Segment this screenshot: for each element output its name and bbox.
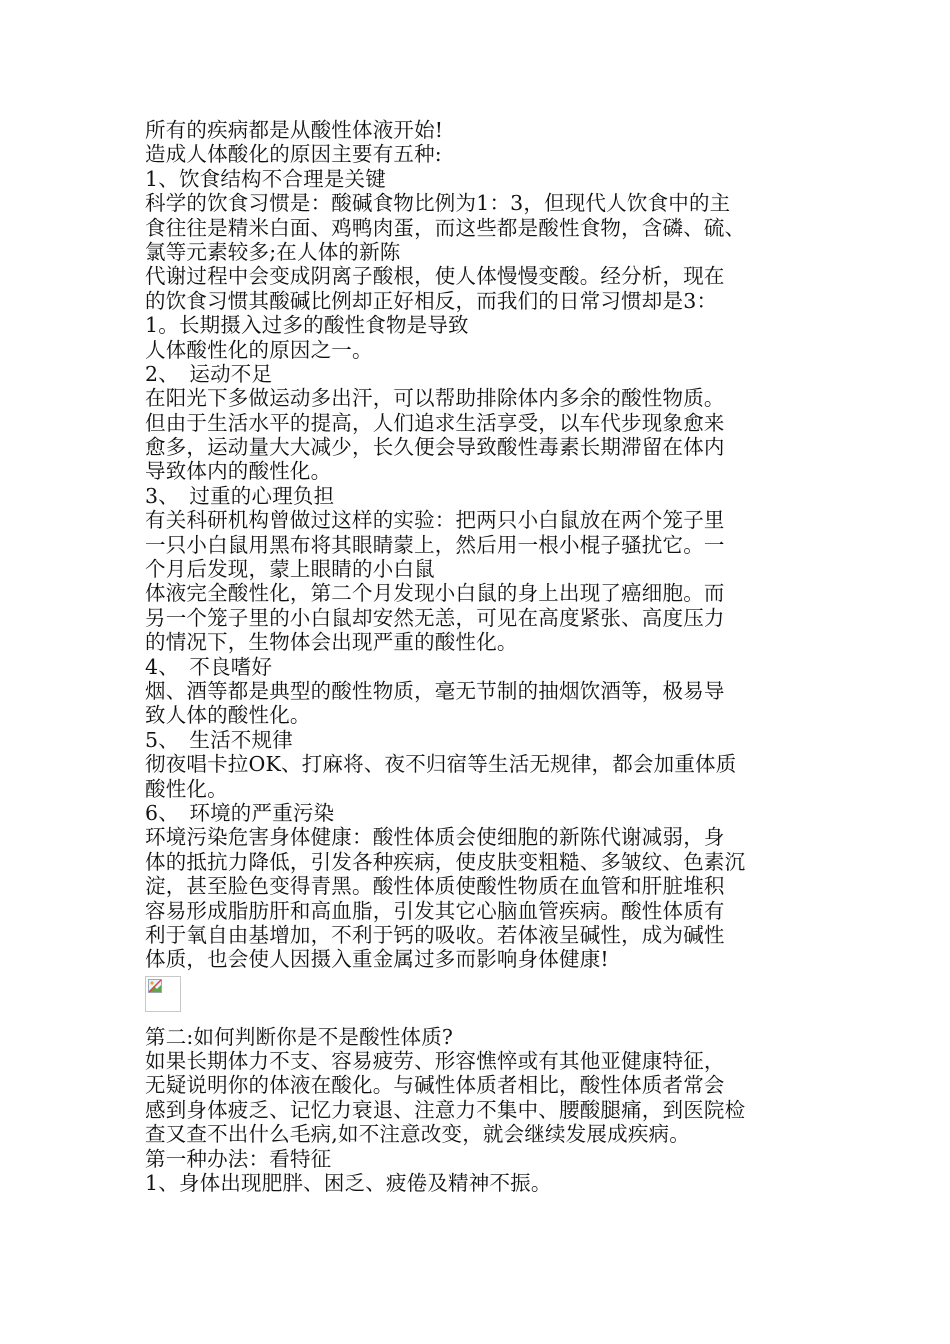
broken-image-icon — [148, 979, 162, 993]
text-line: 有关科研机构曾做过这样的实验：把两只小白鼠放在两个笼子里 — [145, 508, 725, 533]
text-line: 第一种办法：看特征 — [145, 1146, 332, 1171]
text-line: 第二:如何判断你是不是酸性体质? — [145, 1024, 454, 1049]
text-line: 2、 运动不足 — [145, 361, 273, 386]
document-body — [145, 118, 810, 1195]
text-line: 但由于生活水平的提高，人们追求生活享受，以车代步现象愈来 — [145, 410, 725, 435]
text-line: 导致体内的酸性化。 — [145, 459, 332, 484]
text-line: 食往往是精米白面、鸡鸭肉蛋，而这些都是酸性食物，含磷、硫、 — [145, 215, 746, 240]
text-line: 人体酸性化的原因之一。 — [145, 337, 373, 362]
broken-image — [145, 976, 181, 1012]
text-line: 1、饮食结构不合理是关键 — [145, 166, 386, 191]
text-line: 体的抵抗力降低，引发各种疾病，使皮肤变粗糙、多皱纹、色素沉 — [145, 849, 746, 874]
text-line: 5、 生活不规律 — [145, 727, 293, 752]
text-line: 个月后发现，蒙上眼睛的小白鼠 — [145, 557, 435, 582]
text-line: 一只小白鼠用黑布将其眼睛蒙上，然后用一根小棍子骚扰它。一 — [145, 532, 725, 557]
text-line: 查又查不出什么毛病,如不注意改变，就会继续发展成疾病。 — [145, 1122, 690, 1147]
text-line: 科学的饮食习惯是：酸碱食物比例为1：3，但现代人饮食中的主 — [145, 191, 731, 216]
text-line: 烟、酒等都是典型的酸性物质，毫无节制的抽烟饮酒等，极易导 — [145, 678, 725, 703]
text-line: 致人体的酸性化。 — [145, 703, 311, 728]
text-line: 所有的疾病都是从酸性体液开始! — [145, 118, 444, 142]
text-line: 在阳光下多做运动多出汗，可以帮助排除体内多余的酸性物质。 — [145, 386, 725, 411]
text-line: 体液完全酸性化，第二个月发现小白鼠的身上出现了癌细胞。而 — [145, 581, 725, 606]
text-line: 彻夜唱卡拉OK、打麻将、夜不归宿等生活无规律，都会加重体质 — [145, 752, 737, 777]
text-line: 环境污染危害身体健康：酸性体质会使细胞的新陈代谢减弱，身 — [145, 825, 725, 850]
text-line: 愈多，运动量大大减少，长久便会导致酸性毒素长期滞留在体内 — [145, 435, 725, 460]
section-acidification-causes — [145, 118, 810, 972]
text-line: 另一个笼子里的小白鼠却安然无恙，可见在高度紧张、高度压力 — [145, 605, 725, 630]
text-line: 利于氧自由基增加，不利于钙的吸收。若体液呈碱性，成为碱性 — [145, 922, 725, 947]
text-line: 代谢过程中会变成阴离子酸根，使人体慢慢变酸。经分析，现在 — [145, 264, 725, 289]
text-line: 酸性化。 — [145, 776, 228, 801]
text-line: 氯等元素较多;在人体的新陈 — [145, 239, 401, 264]
text-line: 造成人体酸化的原因主要有五种: — [145, 142, 442, 167]
text-line: 的情况下，生物体会出现严重的酸性化。 — [145, 630, 518, 655]
text-line: 如果长期体力不支、容易疲劳、形容憔悴或有其他亚健康特征， — [145, 1049, 725, 1074]
text-line: 淀，甚至脸色变得青黑。酸性体质使酸性物质在血管和肝脏堆积 — [145, 874, 725, 899]
text-line: 1。长期摄入过多的酸性食物是导致 — [145, 313, 469, 338]
text-line: 无疑说明你的体液在酸化。与碱性体质者相比，酸性体质者常会 — [145, 1073, 725, 1098]
text-line: 的饮食习惯其酸碱比例却正好相反，而我们的日常习惯却是3： — [145, 288, 718, 313]
text-line: 体质，也会使人因摄入重金属过多而影响身体健康! — [145, 947, 609, 972]
text-line: 6、 环境的严重污染 — [145, 800, 335, 825]
text-line: 3、 过重的心理负担 — [145, 483, 335, 508]
section-how-to-judge — [145, 1025, 810, 1196]
text-line: 容易形成脂肪肝和高血脂，引发其它心脑血管疾病。酸性体质有 — [145, 898, 725, 923]
text-line: 感到身体疲乏、记忆力衰退、注意力不集中、腰酸腿痛，到医院检 — [145, 1097, 746, 1122]
text-line: 4、 不良嗜好 — [145, 654, 273, 679]
text-line: 1、身体出现肥胖、困乏、疲倦及精神不振。 — [145, 1171, 552, 1196]
